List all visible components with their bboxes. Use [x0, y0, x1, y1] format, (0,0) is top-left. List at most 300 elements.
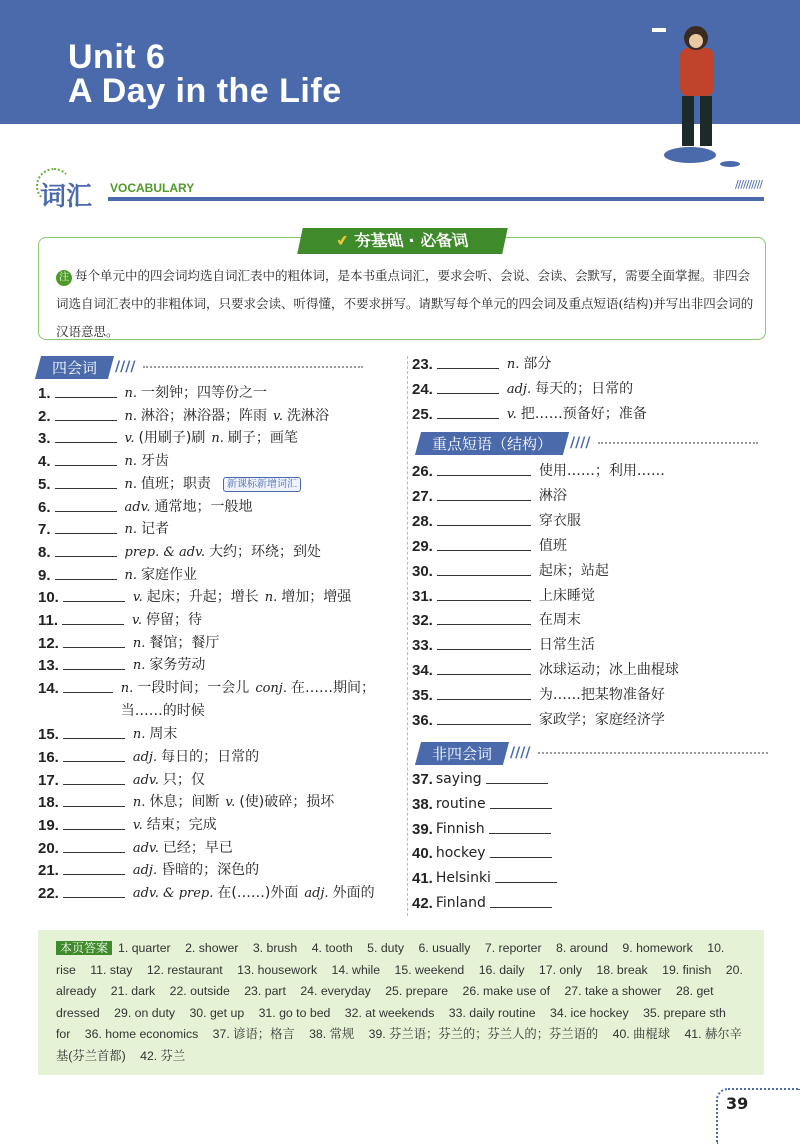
meaning-text: 值班；职责	[141, 475, 212, 492]
meaning-text: 刷子；画笔	[227, 430, 298, 447]
part-of-speech: v.	[225, 795, 236, 811]
item-number: 27.	[412, 487, 433, 505]
item-meaning	[133, 746, 265, 769]
answer-item: 30. get up	[189, 1005, 245, 1020]
answer-item: 7. reporter	[484, 941, 542, 955]
vocab-item	[38, 450, 398, 473]
answer-blank[interactable]	[63, 859, 125, 875]
nonfour-item	[412, 793, 560, 816]
item-number: 19.	[38, 816, 59, 834]
answer-blank[interactable]	[63, 746, 125, 762]
bars-icon: ////	[510, 745, 531, 761]
answer-blank[interactable]	[437, 353, 499, 369]
item-number: 15.	[38, 726, 59, 744]
meaning-text: 部分	[523, 356, 552, 372]
vocab-item	[38, 496, 398, 519]
meaning-text: 昏暗的；深色的	[161, 862, 260, 879]
answer-item: 39. 芬兰语；芬兰的；芬兰人的；芬兰语的	[368, 1027, 599, 1041]
vocab-item	[38, 609, 398, 632]
item-number: 2.	[38, 407, 51, 425]
answer-item: 20. already	[56, 962, 743, 998]
item-number: 25.	[412, 405, 433, 423]
answer-item: 10. rise	[56, 941, 725, 977]
item-meaning	[125, 450, 176, 473]
part-of-speech: n.	[124, 386, 138, 401]
answer-item: 1. quarter	[118, 941, 171, 955]
answer-item: 26. make use of	[462, 984, 551, 998]
dotted-rule	[538, 752, 768, 754]
answer-item: 22. outside	[169, 984, 230, 998]
phrase-item	[412, 560, 609, 583]
part-of-speech: n.	[124, 567, 138, 583]
vocab-item	[38, 518, 398, 541]
phrase-meaning: 上床睡觉	[538, 587, 595, 604]
item-meaning	[133, 769, 211, 792]
item-meaning	[507, 403, 653, 426]
meaning-text: 一刻钟；四等份之一	[141, 385, 268, 401]
item-meaning	[507, 378, 639, 401]
vocab-item	[412, 403, 772, 426]
meaning-text: 只；仅	[162, 771, 205, 788]
item-meaning	[133, 837, 239, 860]
answer-item: 40. 曲棍球	[612, 1027, 671, 1041]
phrase-meaning: 在周末	[538, 612, 581, 629]
part-of-speech: adj.	[506, 381, 532, 397]
answer-blank[interactable]	[489, 818, 551, 834]
answer-item: 18. break	[596, 962, 648, 977]
answer-item: 24. everyday	[300, 984, 371, 998]
item-number: 9.	[38, 566, 51, 584]
vocab-item	[38, 837, 398, 860]
meaning-text: 家庭作业	[141, 566, 198, 583]
meaning-text: 牙齿	[141, 453, 170, 470]
answer-item: 34. ice hockey	[550, 1005, 629, 1020]
phrase-meaning: 使用……；利用……	[538, 463, 665, 479]
item-meaning	[132, 609, 208, 632]
phrase-item	[412, 684, 665, 707]
answer-blank[interactable]	[437, 560, 531, 576]
dotted-rule	[143, 366, 363, 368]
item-number: 41.	[412, 870, 433, 888]
phrase-meaning: 穿衣服	[538, 512, 581, 529]
answer-blank[interactable]	[490, 793, 552, 809]
answer-item: 2. shower	[185, 941, 239, 955]
meaning-text: 周末	[149, 726, 178, 743]
answer-blank[interactable]	[437, 403, 499, 419]
answer-item: 32. at weekends	[344, 1005, 435, 1020]
item-meaning	[133, 723, 184, 746]
vocabulary-header	[36, 168, 766, 212]
part-of-speech: prep. & adv.	[124, 544, 206, 560]
item-number: 36.	[412, 712, 433, 729]
answer-blank[interactable]	[437, 535, 531, 551]
answer-blank[interactable]	[437, 460, 531, 476]
item-meaning	[133, 814, 223, 837]
answer-item: 13. housework	[237, 962, 318, 977]
part-of-speech: adv.	[132, 840, 159, 856]
answer-item: 5. duty	[367, 941, 405, 955]
answer-item: 11. stay	[90, 962, 133, 977]
answer-item: 28. get dressed	[56, 984, 714, 1020]
answer-blank[interactable]	[437, 684, 531, 700]
column-divider	[407, 356, 408, 916]
word: routine	[435, 795, 486, 812]
item-meaning	[507, 353, 558, 376]
vocab-item	[38, 746, 398, 769]
answer-blank[interactable]	[55, 541, 117, 557]
meaning-text: 休息；间断	[149, 794, 220, 811]
vocab-item	[38, 677, 398, 723]
answer-blank[interactable]	[55, 473, 117, 489]
item-meaning	[133, 632, 226, 655]
vocab-item	[38, 791, 398, 814]
answer-item: 33. daily routine	[448, 1005, 536, 1020]
nonfour-item	[412, 842, 560, 865]
phrase-meaning: 起床；站起	[538, 562, 609, 579]
item-meaning	[121, 677, 398, 723]
note-icon: 注	[56, 270, 72, 286]
answer-item: 31. go to bed	[258, 1005, 331, 1020]
answer-blank[interactable]	[63, 791, 125, 807]
answer-blank[interactable]	[63, 769, 125, 785]
phrase-meaning: 日常生活	[538, 637, 595, 654]
item-number: 10.	[38, 589, 59, 607]
phrase-meaning: 冰球运动；冰上曲棍球	[538, 662, 679, 679]
meaning-text: 起床；升起；增长	[146, 589, 259, 606]
phrase-item	[412, 659, 679, 682]
phrase-item	[412, 510, 581, 533]
answer-blank[interactable]	[437, 485, 531, 501]
part-of-speech: v.	[124, 431, 135, 447]
item-number: 35.	[412, 687, 433, 705]
vocab-item	[38, 882, 398, 905]
answer-blank[interactable]	[62, 609, 124, 625]
answer-blank[interactable]	[55, 518, 117, 534]
answer-item: 15. weekend	[394, 962, 465, 977]
meaning-text: (用刷子)刷	[138, 430, 206, 447]
vocab-item	[412, 378, 772, 401]
answer-item: 38. 常规	[309, 1027, 355, 1041]
part-of-speech: v.	[132, 590, 143, 606]
answer-blank[interactable]	[63, 814, 125, 830]
item-number: 5.	[38, 475, 51, 493]
answer-key-label: 本页答案	[56, 941, 112, 955]
vocab-item	[38, 723, 398, 746]
answer-blank[interactable]	[63, 677, 113, 693]
meaning-text: 每天的；日常的	[535, 380, 634, 397]
answer-blank[interactable]	[55, 496, 117, 512]
meaning-text: 外面的	[332, 885, 375, 901]
item-meaning	[125, 427, 304, 450]
ribbon-label: 夯基础 · 必备词	[353, 231, 471, 250]
item-meaning	[133, 791, 340, 814]
item-number: 37.	[412, 771, 433, 788]
answer-blank[interactable]	[486, 768, 548, 784]
answer-blank[interactable]	[63, 632, 125, 648]
item-number: 23.	[412, 356, 433, 373]
item-number: 6.	[38, 498, 51, 516]
answer-blank[interactable]	[437, 585, 531, 601]
answer-item: 21. dark	[110, 984, 156, 998]
part-of-speech: n.	[132, 795, 146, 811]
item-meaning	[125, 541, 328, 564]
item-number: 28.	[412, 512, 433, 530]
answer-blank[interactable]	[63, 837, 125, 853]
answer-blank[interactable]	[490, 892, 552, 908]
part-of-speech: adv. & prep.	[132, 886, 214, 901]
part-of-speech: adv.	[124, 499, 151, 515]
item-number: 31.	[412, 587, 433, 605]
answer-blank[interactable]	[495, 867, 557, 883]
item-number: 39.	[412, 820, 433, 838]
item-number: 38.	[412, 795, 433, 813]
word: hockey	[435, 845, 486, 862]
meaning-text: 餐馆；餐厅	[149, 634, 220, 651]
answer-item: 16. daily	[478, 962, 525, 977]
item-number: 4.	[38, 453, 51, 471]
item-meaning	[125, 518, 176, 541]
vocab-item	[412, 353, 772, 376]
answer-item: 17. only	[538, 962, 582, 977]
answer-blank[interactable]	[63, 586, 125, 602]
item-number: 21.	[38, 862, 59, 880]
section-four-words	[38, 356, 363, 378]
answer-item: 35. prepare sth for	[56, 1005, 726, 1041]
section-label: 非四会词	[432, 744, 493, 763]
item-number: 29.	[412, 537, 433, 555]
item-meaning	[125, 473, 218, 496]
nonfour-item	[412, 818, 559, 841]
part-of-speech: v.	[132, 817, 143, 833]
item-number: 26.	[412, 463, 433, 480]
part-of-speech: v.	[506, 406, 517, 422]
page-number: 39	[726, 1094, 749, 1113]
unit-title: A Day in the Life	[68, 72, 342, 110]
answer-blank[interactable]	[55, 382, 117, 398]
item-number: 33.	[412, 637, 433, 655]
meaning-text: 结束；完成	[146, 816, 217, 833]
part-of-speech: n.	[124, 454, 138, 470]
answer-blank[interactable]	[490, 842, 552, 858]
item-meaning	[125, 564, 204, 587]
answer-blank[interactable]	[55, 450, 117, 466]
part-of-speech: v.	[132, 613, 142, 628]
answer-item: 12. restaurant	[146, 962, 223, 977]
answer-blank[interactable]	[55, 564, 117, 580]
section-label: 四会词	[52, 358, 98, 377]
slash-decoration: //////////	[734, 178, 762, 191]
item-number: 24.	[412, 380, 433, 398]
phrase-item	[412, 460, 665, 483]
phrase-meaning: 值班	[538, 537, 567, 554]
part-of-speech: n.	[124, 476, 138, 492]
answer-blank[interactable]	[437, 659, 531, 675]
answer-item: 3. brush	[252, 941, 298, 955]
meaning-text: 大约；环绕；到处	[209, 543, 322, 560]
vocab-item	[38, 541, 398, 564]
meaning-text: 家务劳动	[149, 657, 206, 674]
part-of-speech: n.	[124, 408, 138, 424]
item-number: 17.	[38, 771, 59, 789]
item-meaning	[125, 405, 335, 428]
item-number: 18.	[38, 794, 59, 812]
vocab-item	[38, 859, 398, 882]
word: Helsinki	[435, 870, 491, 887]
meaning-text: 一段时间；一会儿	[137, 680, 250, 697]
instructions-note	[56, 262, 756, 346]
phrase-item	[412, 535, 567, 558]
answer-item: 29. on duty	[114, 1005, 176, 1020]
answer-item: 23. part	[244, 984, 286, 998]
vocab-item	[38, 564, 398, 587]
nonfour-item	[412, 768, 556, 791]
bars-icon: ////	[570, 435, 591, 451]
item-meaning	[133, 586, 357, 609]
item-meaning	[125, 496, 259, 519]
answer-blank[interactable]	[63, 882, 125, 898]
part-of-speech: adj.	[132, 863, 158, 879]
vocab-item	[38, 632, 398, 655]
phrase-meaning: 淋浴	[538, 487, 567, 504]
part-of-speech: n.	[132, 727, 146, 743]
vocab-item	[38, 473, 398, 496]
meaning-text: (使)破碎；损坏	[239, 794, 335, 811]
meaning-text: 在(……)外面	[217, 885, 299, 901]
part-of-speech: n.	[120, 681, 134, 697]
answer-item: 37. 谚语；格言	[212, 1027, 295, 1041]
meaning-text: 把……预备好；准备	[520, 405, 647, 422]
answer-key	[38, 930, 764, 1075]
answer-blank[interactable]	[55, 405, 117, 421]
word: Finnish	[435, 820, 485, 837]
vocab-item	[38, 814, 398, 837]
item-number: 30.	[412, 562, 433, 580]
vocab-item	[38, 654, 398, 677]
item-number: 1.	[38, 385, 51, 402]
meaning-text: 每日的；日常的	[161, 748, 260, 765]
vocab-item	[38, 382, 398, 405]
answer-blank[interactable]	[63, 723, 125, 739]
meaning-text: 停留；待	[145, 612, 202, 628]
item-number: 34.	[412, 662, 433, 680]
answer-item: 25. prepare	[385, 984, 449, 998]
section-ribbon	[297, 228, 508, 254]
student-illustration	[640, 18, 760, 168]
answer-blank[interactable]	[437, 709, 531, 725]
bars-icon: ////	[115, 359, 136, 375]
answer-item: 19. finish	[662, 962, 712, 977]
answer-blank[interactable]	[437, 609, 531, 625]
answer-item: 9. homework	[622, 941, 693, 955]
section-phrases	[418, 432, 758, 454]
item-number: 7.	[38, 521, 51, 539]
answer-item: 4. tooth	[311, 941, 353, 955]
item-number: 20.	[38, 839, 59, 857]
meaning-text: 增加；增强	[281, 589, 352, 606]
vocab-item	[38, 769, 398, 792]
answer-item: 6. usually	[418, 941, 471, 955]
phrase-item	[412, 585, 595, 608]
part-of-speech: adj.	[304, 886, 329, 901]
meaning-text: 记者	[141, 521, 170, 538]
part-of-speech: adj.	[132, 749, 158, 765]
vocabulary-en: VOCABULARY	[110, 181, 195, 195]
section-label: 重点短语（结构）	[432, 434, 553, 453]
answer-blank[interactable]	[63, 654, 125, 670]
part-of-speech: n.	[124, 522, 138, 538]
item-meaning	[125, 382, 274, 405]
new-word-badge: 新课标新增词汇	[223, 477, 301, 492]
answer-blank[interactable]	[437, 634, 531, 650]
part-of-speech: n.	[264, 590, 278, 606]
item-number: 3.	[38, 430, 51, 448]
meaning-text: 通常地；一般地	[154, 498, 253, 515]
section-nonfour	[418, 742, 768, 764]
dotted-rule	[598, 442, 758, 444]
part-of-speech: v.	[273, 408, 283, 424]
nonfour-item	[412, 867, 565, 890]
item-number: 32.	[412, 612, 433, 630]
vocab-item	[38, 405, 398, 428]
phrase-meaning: 为……把某物准备好	[538, 687, 665, 704]
header-rule	[108, 197, 764, 201]
vocab-item	[38, 586, 398, 609]
item-number: 13.	[38, 657, 59, 675]
item-meaning	[133, 859, 265, 882]
answer-item: 42. 芬兰	[140, 1048, 186, 1063]
item-number: 16.	[38, 748, 59, 766]
phrase-item	[412, 485, 567, 508]
part-of-speech: conj.	[255, 681, 287, 697]
phrase-meaning: 家政学；家庭经济学	[538, 712, 665, 728]
item-meaning	[133, 654, 212, 677]
phrase-item	[412, 609, 581, 632]
answer-blank[interactable]	[437, 510, 531, 526]
answer-blank[interactable]	[437, 378, 499, 394]
part-of-speech: n.	[132, 635, 146, 651]
item-number: 40.	[412, 845, 433, 863]
item-number: 11.	[38, 612, 59, 629]
item-number: 8.	[38, 543, 51, 561]
part-of-speech: adv.	[132, 772, 159, 788]
note-text: 每个单元中的四会词均选自词汇表中的粗体词，是本书重点词汇，要求会听、会说、会读、会默写，需要全面掌握。非四会词选自词汇表中的非粗体词，只要求会读、听得懂，不要求拼写。请默写每个单元的四会词及重点短语(结构)并写出非四会词的汉语意思。	[56, 268, 754, 339]
vocab-item	[38, 427, 398, 450]
answer-item: 27. take a shower	[564, 984, 662, 998]
nonfour-item	[412, 892, 560, 915]
meaning-text: 已经；早已	[162, 839, 233, 856]
phrase-item	[412, 634, 595, 657]
word: Finland	[435, 895, 486, 911]
word: saying	[435, 771, 482, 787]
unit-number: Unit 6	[68, 38, 166, 76]
vocabulary-cn: 词汇	[40, 182, 93, 212]
answer-item: 8. around	[556, 941, 608, 955]
part-of-speech: n.	[211, 431, 224, 447]
item-number: 22.	[38, 885, 59, 902]
item-meaning	[133, 882, 381, 905]
part-of-speech: n.	[506, 357, 520, 372]
check-icon: ✔	[334, 231, 352, 250]
item-number: 42.	[412, 895, 433, 912]
part-of-speech: n.	[132, 658, 146, 674]
answer-item: 41. 赫尔辛基(芬兰首都)	[56, 1027, 742, 1063]
item-number: 12.	[38, 634, 59, 652]
meaning-text: 淋浴；淋浴器；阵雨	[141, 407, 268, 424]
answer-item: 36. home economics	[84, 1027, 199, 1041]
meaning-text: 在……期间；当……的时候	[120, 680, 375, 720]
answer-blank[interactable]	[55, 427, 117, 443]
item-number: 14.	[38, 680, 59, 698]
